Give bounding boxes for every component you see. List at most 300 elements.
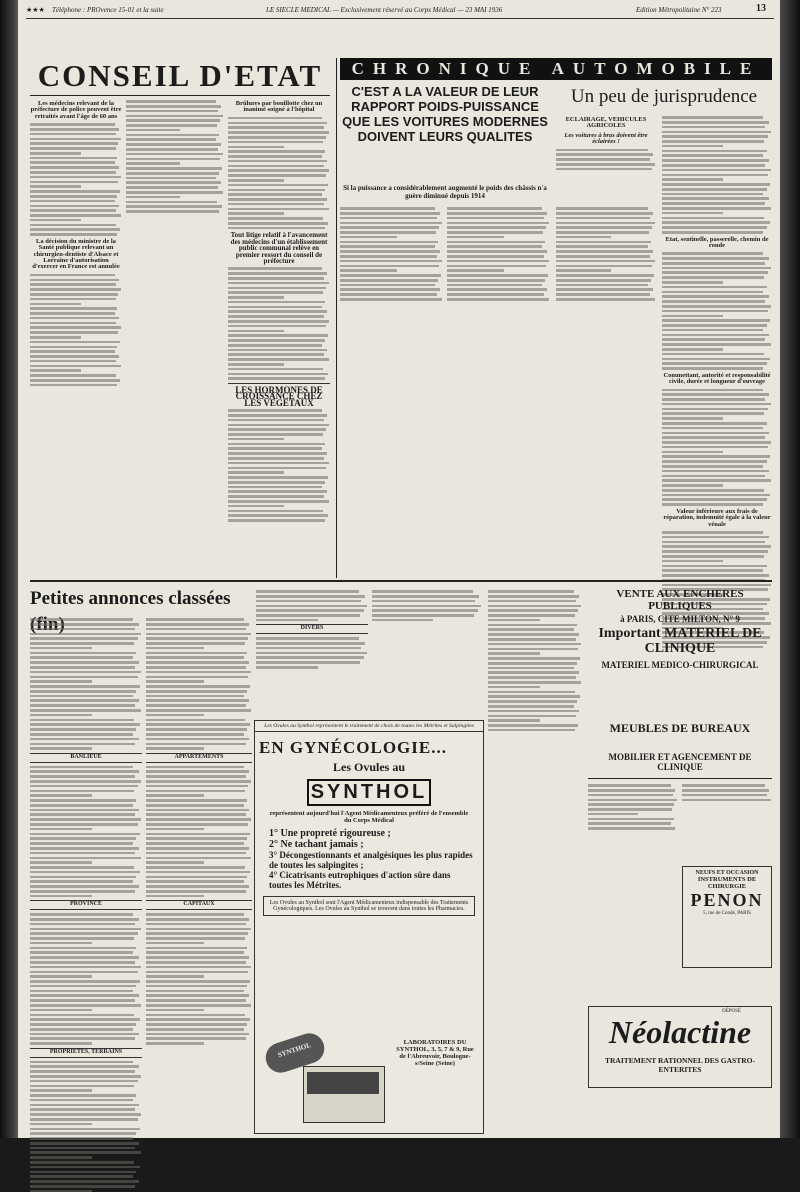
text-line-placeholder (30, 233, 117, 236)
text-line-placeholder (146, 951, 244, 954)
text-line-placeholder (30, 738, 139, 741)
filler-text (662, 389, 772, 506)
text-line-placeholder (488, 662, 577, 665)
text-line-placeholder (228, 117, 322, 120)
text-line-placeholder (30, 1113, 141, 1116)
text-line-placeholder (488, 638, 576, 641)
text-line-placeholder (228, 179, 284, 182)
text-line-placeholder (488, 633, 579, 636)
text-line-placeholder (228, 146, 284, 149)
text-line-placeholder (146, 676, 248, 679)
text-line-placeholder (126, 115, 223, 118)
text-line-placeholder (228, 227, 325, 230)
text-line-placeholder (228, 424, 329, 427)
text-line-placeholder (146, 671, 251, 674)
text-line-placeholder (30, 833, 140, 836)
text-line-placeholder (447, 260, 549, 263)
auction-notice (588, 588, 772, 776)
text-line-placeholder (146, 804, 244, 807)
page-header (26, 4, 774, 19)
text-line-placeholder (146, 961, 246, 964)
text-line-placeholder (662, 169, 771, 172)
text-line-placeholder (447, 255, 544, 258)
text-line-placeholder (662, 140, 764, 143)
conseil-col-2 (126, 98, 224, 538)
text-line-placeholder (30, 890, 135, 893)
header-edition: Edition Métropolitaine N° 223 (636, 6, 722, 14)
auction-place: à PARIS, CITE MILTON, N° 9 (620, 614, 740, 624)
synthol-title: EN GYNÉCOLOGIE... (259, 738, 447, 757)
text-line-placeholder (228, 443, 325, 446)
text-line-placeholder (228, 291, 323, 294)
text-line-placeholder (488, 667, 574, 670)
text-line-placeholder (228, 315, 324, 318)
text-line-placeholder (447, 222, 549, 225)
text-line-placeholder (146, 823, 248, 826)
text-line-placeholder (30, 303, 81, 306)
text-line-placeholder (30, 336, 81, 339)
text-line-placeholder (30, 1175, 133, 1178)
text-line-placeholder (30, 676, 138, 679)
text-line-placeholder (146, 723, 250, 726)
text-line-placeholder (126, 105, 221, 108)
text-line-placeholder (30, 866, 134, 869)
hormones-title: LES HORMONES DE CROISSANCE CHEZ LES VEGETAUX (228, 383, 330, 406)
text-line-placeholder (30, 813, 135, 816)
text-line-placeholder (146, 818, 251, 821)
text-line-placeholder (228, 287, 326, 290)
text-line-placeholder (30, 1065, 139, 1068)
text-line-placeholder (662, 257, 769, 260)
text-line-placeholder (228, 452, 327, 455)
text-line-placeholder (662, 315, 723, 318)
text-line-placeholder (488, 643, 581, 646)
text-line-placeholder (662, 193, 763, 196)
text-line-placeholder (146, 652, 247, 655)
text-line-placeholder (662, 479, 771, 482)
text-line-placeholder (30, 1147, 135, 1150)
text-line-placeholder (228, 438, 284, 441)
synthol-brand-line: Les Ovules au (332, 760, 405, 774)
text-line-placeholder (146, 966, 251, 969)
filler-text (146, 913, 252, 1045)
text-line-placeholder (146, 790, 245, 793)
text-line-placeholder (228, 330, 284, 333)
text-line-placeholder (662, 305, 771, 308)
text-line-placeholder (146, 719, 245, 722)
text-line-placeholder (30, 799, 136, 802)
text-line-placeholder (556, 217, 650, 220)
text-line-placeholder (662, 422, 767, 425)
text-line-placeholder (488, 686, 540, 689)
text-line-placeholder (30, 947, 136, 950)
text-line-placeholder (662, 455, 770, 458)
text-line-placeholder (340, 255, 437, 258)
text-line-placeholder (30, 966, 141, 969)
text-line-placeholder (662, 329, 763, 332)
text-line-placeholder (662, 267, 771, 270)
text-line-placeholder (30, 1037, 135, 1040)
text-line-placeholder (146, 738, 249, 741)
text-line-placeholder (146, 994, 249, 997)
filler-text (256, 590, 368, 621)
text-line-placeholder (662, 121, 769, 124)
text-line-placeholder (447, 231, 543, 234)
text-line-placeholder (662, 451, 723, 454)
text-line-placeholder (30, 852, 135, 855)
auto-subhead: Si la puissance a considérablement augmenté le poids des châssis n'a guère diminué depuis 1914 (343, 184, 547, 200)
text-line-placeholder (256, 642, 365, 645)
text-line-placeholder (30, 842, 133, 845)
synthol-point: 1° Une propreté rigoureuse ; (269, 828, 391, 839)
text-line-placeholder (126, 153, 223, 156)
text-line-placeholder (488, 652, 540, 655)
auto-banner (340, 58, 772, 80)
text-line-placeholder (228, 208, 329, 211)
text-line-placeholder (30, 704, 135, 707)
text-line-placeholder (146, 833, 250, 836)
text-line-placeholder (662, 531, 763, 534)
filler-text (146, 618, 252, 750)
text-line-placeholder (662, 536, 769, 539)
text-line-placeholder (228, 471, 284, 474)
text-line-placeholder (228, 282, 329, 285)
text-line-placeholder (556, 279, 651, 282)
juris-subhead-4: Commettant, autorité et responsabilité civile, durée et longueur d'ouvrage (663, 371, 771, 386)
text-line-placeholder (146, 647, 204, 650)
text-line-placeholder (30, 743, 135, 746)
text-line-placeholder (228, 486, 322, 489)
text-line-placeholder (146, 709, 251, 712)
text-line-placeholder (662, 217, 764, 220)
text-line-placeholder (556, 153, 653, 156)
text-line-placeholder (447, 293, 544, 296)
text-line-placeholder (556, 265, 652, 268)
text-line-placeholder (30, 152, 81, 155)
text-line-placeholder (146, 890, 246, 893)
text-line-placeholder (126, 148, 218, 151)
juris-col-b (662, 114, 772, 577)
text-line-placeholder (228, 476, 328, 479)
text-line-placeholder (30, 161, 115, 164)
text-line-placeholder (146, 642, 245, 645)
text-line-placeholder (146, 623, 249, 626)
text-line-placeholder (30, 288, 121, 291)
text-line-placeholder (30, 1099, 133, 1102)
classified-col-7 (682, 782, 772, 864)
text-line-placeholder (662, 545, 771, 548)
text-line-placeholder (662, 159, 769, 162)
text-line-placeholder (372, 600, 475, 603)
text-line-placeholder (488, 619, 540, 622)
text-line-placeholder (30, 985, 136, 988)
text-line-placeholder (30, 699, 139, 702)
penon-title: INSTRUMENTS DE CHIRURGIE (697, 876, 757, 890)
filler-text (256, 637, 368, 668)
text-line-placeholder (228, 320, 329, 323)
filler-text (662, 116, 772, 233)
text-line-placeholder (30, 1028, 133, 1031)
text-line-placeholder (146, 847, 249, 850)
text-line-placeholder (30, 994, 139, 997)
text-line-placeholder (662, 334, 769, 337)
juris-subhead-3: Etat, sentinelle, passerelle, chemin de ronde (665, 235, 769, 249)
text-line-placeholder (146, 913, 244, 916)
text-line-placeholder (662, 417, 723, 420)
penon-addr: 5, rue de Condé, PARIS (703, 911, 751, 916)
text-line-placeholder (30, 1033, 139, 1036)
text-line-placeholder (556, 149, 648, 152)
binding-spine-right (780, 0, 800, 1138)
text-line-placeholder (30, 123, 115, 126)
synthol-point: 2° Ne tachant jamais ; (269, 839, 364, 850)
classified-title-box (30, 586, 255, 614)
text-line-placeholder (662, 550, 768, 553)
text-line-placeholder (30, 1185, 135, 1188)
text-line-placeholder (228, 203, 324, 206)
text-line-placeholder (340, 241, 438, 244)
text-line-placeholder (662, 541, 765, 544)
auto-headline-box (340, 84, 550, 179)
text-line-placeholder (30, 1161, 134, 1164)
text-line-placeholder (447, 269, 504, 272)
text-line-placeholder (488, 614, 575, 617)
text-line-placeholder (662, 207, 771, 210)
neolactine-brand: Néolactine (608, 1014, 752, 1050)
text-line-placeholder (340, 269, 397, 272)
text-line-placeholder (30, 932, 138, 935)
text-line-placeholder (30, 1142, 139, 1145)
text-line-placeholder (662, 271, 768, 274)
text-line-placeholder (30, 980, 140, 983)
text-line-placeholder (30, 685, 140, 688)
filler-text (340, 207, 443, 300)
text-line-placeholder (228, 174, 326, 177)
text-line-placeholder (146, 733, 244, 736)
synthol-point: 4° Cicatrisants eutrophiques d'action sûre dans toutes les Métrites. (269, 870, 451, 890)
text-line-placeholder (372, 614, 474, 617)
text-line-placeholder (30, 766, 133, 769)
text-line-placeholder (662, 295, 769, 298)
text-line-placeholder (126, 201, 217, 204)
text-line-placeholder (30, 770, 139, 773)
text-line-placeholder (146, 780, 251, 783)
text-line-placeholder (662, 178, 723, 181)
text-line-placeholder (146, 799, 247, 802)
text-line-placeholder (662, 221, 770, 224)
text-line-placeholder (30, 719, 134, 722)
text-line-placeholder (30, 871, 140, 874)
text-line-placeholder (126, 167, 222, 170)
text-line-placeholder (228, 428, 326, 431)
text-line-placeholder (146, 866, 245, 869)
text-line-placeholder (662, 494, 770, 497)
text-line-placeholder (488, 590, 574, 593)
text-line-placeholder (146, 837, 247, 840)
text-line-placeholder (228, 126, 324, 129)
text-line-placeholder (30, 350, 115, 353)
text-line-placeholder (228, 296, 284, 299)
text-line-placeholder (447, 250, 547, 253)
text-line-placeholder (228, 165, 324, 168)
text-line-placeholder (146, 942, 204, 945)
text-line-placeholder (30, 733, 133, 736)
text-line-placeholder (588, 822, 671, 825)
text-line-placeholder (588, 827, 675, 830)
text-line-placeholder (126, 124, 217, 127)
text-line-placeholder (228, 419, 324, 422)
text-line-placeholder (228, 500, 329, 503)
text-line-placeholder (146, 990, 244, 993)
text-line-placeholder (30, 365, 121, 368)
text-line-placeholder (126, 138, 216, 141)
text-line-placeholder (30, 880, 133, 883)
text-line-placeholder (447, 217, 544, 220)
text-line-placeholder (146, 985, 247, 988)
text-line-placeholder (30, 790, 134, 793)
classified-col-4 (372, 588, 482, 716)
text-line-placeholder (662, 310, 768, 313)
text-line-placeholder (30, 661, 139, 664)
header-phone: Téléphone : PROvence 15-01 et la suite (52, 6, 164, 14)
auto-sub-box (340, 181, 550, 203)
text-line-placeholder (556, 293, 650, 296)
text-line-placeholder (256, 637, 359, 640)
section-capitaux: CAPITAUX (146, 900, 252, 910)
text-line-placeholder (588, 803, 674, 806)
filler-text (30, 766, 142, 898)
juris-subhead-2: Les voitures à bras doivent être éclairées ! (564, 131, 648, 146)
filler-text (588, 784, 678, 830)
text-line-placeholder (447, 265, 546, 268)
text-line-placeholder (146, 880, 244, 883)
text-line-placeholder (30, 628, 135, 631)
text-line-placeholder (228, 334, 328, 337)
text-line-placeholder (30, 331, 118, 334)
text-line-placeholder (228, 160, 327, 163)
text-line-placeholder (662, 584, 771, 587)
text-line-placeholder (228, 184, 328, 187)
section-banlieue: BANLIEUE (30, 753, 142, 763)
text-line-placeholder (126, 119, 220, 122)
text-line-placeholder (447, 226, 546, 229)
text-line-placeholder (30, 355, 119, 358)
text-line-placeholder (662, 126, 765, 129)
text-line-placeholder (228, 495, 324, 498)
text-line-placeholder (146, 766, 244, 769)
synthol-lab: LABORATOIRES DU SYNTHOL, 3, 5, 7 & 9, Rue de l'Abreuvoir, Boulogne-s/Seine (Seine) (396, 1039, 474, 1067)
text-line-placeholder (228, 377, 325, 380)
text-line-placeholder (447, 279, 545, 282)
text-line-placeholder (30, 809, 139, 812)
text-line-placeholder (146, 743, 246, 746)
juris-box (556, 84, 772, 112)
text-line-placeholder (30, 133, 116, 136)
text-line-placeholder (340, 236, 397, 239)
text-line-placeholder (30, 709, 141, 712)
text-line-placeholder (228, 169, 329, 172)
text-line-placeholder (30, 317, 119, 320)
text-line-placeholder (488, 671, 579, 674)
text-line-placeholder (488, 729, 575, 732)
text-line-placeholder (256, 661, 360, 664)
text-line-placeholder (228, 301, 325, 304)
text-line-placeholder (662, 276, 764, 279)
text-line-placeholder (662, 353, 764, 356)
text-line-placeholder (256, 666, 318, 669)
classified-col-2 (146, 616, 252, 1136)
text-line-placeholder (662, 183, 770, 186)
juris-title: Un peu de jurisprudence (570, 86, 758, 107)
text-line-placeholder (372, 595, 479, 598)
text-line-placeholder (662, 135, 768, 138)
text-line-placeholder (662, 358, 770, 361)
text-line-placeholder (126, 210, 219, 213)
text-line-placeholder (488, 657, 580, 660)
text-line-placeholder (30, 775, 135, 778)
text-line-placeholder (228, 447, 322, 450)
text-line-placeholder (256, 600, 361, 603)
text-line-placeholder (447, 274, 548, 277)
text-line-placeholder (30, 1151, 141, 1154)
text-line-placeholder (228, 222, 328, 225)
text-line-placeholder (146, 932, 248, 935)
text-line-placeholder (146, 666, 246, 669)
text-line-placeholder (447, 284, 542, 287)
filler-text (447, 207, 550, 300)
text-line-placeholder (146, 1042, 204, 1045)
text-line-placeholder (372, 605, 481, 608)
text-line-placeholder (662, 441, 771, 444)
text-line-placeholder (30, 195, 117, 198)
header-stars: ★★★ (26, 6, 45, 14)
filler-text (662, 252, 772, 369)
text-line-placeholder (556, 163, 655, 166)
text-line-placeholder (588, 799, 677, 802)
text-line-placeholder (340, 250, 440, 253)
text-line-placeholder (146, 633, 251, 636)
text-line-placeholder (30, 723, 140, 726)
text-line-placeholder (146, 690, 247, 693)
text-line-placeholder (662, 569, 763, 572)
text-line-placeholder (146, 895, 204, 898)
text-line-placeholder (488, 605, 581, 608)
text-line-placeholder (662, 362, 767, 365)
text-line-placeholder (228, 310, 327, 313)
text-line-placeholder (228, 481, 325, 484)
auction-sub1: MATERIEL MEDICO-CHIRURGICAL (601, 660, 759, 670)
conseil-subhead-1: Les médecins relevant de la préfecture de police peuvent être retraités avant l'âge de 60 ans (30, 100, 122, 120)
text-line-placeholder (30, 1014, 134, 1017)
text-line-placeholder (662, 503, 763, 506)
text-line-placeholder (228, 277, 324, 280)
filler-text (556, 149, 656, 171)
text-line-placeholder (30, 928, 141, 931)
text-line-placeholder (146, 1033, 249, 1036)
text-line-placeholder (146, 1023, 247, 1026)
filler-text (686, 918, 768, 962)
text-line-placeholder (488, 609, 578, 612)
text-line-placeholder (556, 222, 655, 225)
text-line-placeholder (340, 284, 435, 287)
auction-title: VENTE AUX ENCHERES PUBLIQUES (616, 588, 744, 612)
text-line-placeholder (447, 236, 504, 239)
text-line-placeholder (30, 837, 136, 840)
text-line-placeholder (30, 785, 138, 788)
text-line-placeholder (146, 923, 246, 926)
text-line-placeholder (228, 433, 323, 436)
text-line-placeholder (126, 205, 222, 208)
